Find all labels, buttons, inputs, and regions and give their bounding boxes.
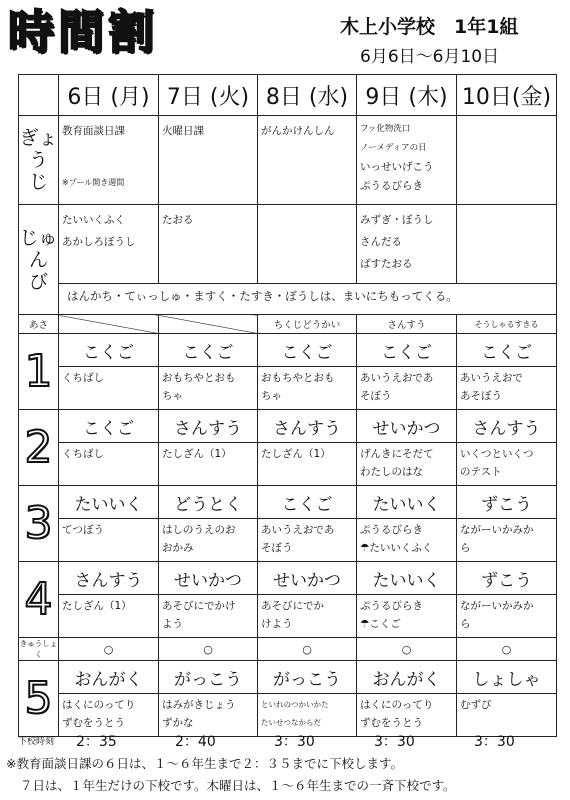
detail-cell — [357, 519, 457, 562]
detail-cell — [159, 443, 258, 486]
detail-line: おもちやとおも — [162, 372, 236, 384]
detail-line: わたしのはな — [360, 466, 423, 478]
detail-line: たしざん（1） — [162, 448, 232, 460]
period-4-subject-row — [19, 562, 557, 595]
day-header: 10日(金) — [457, 75, 557, 116]
subject-cell: おんがく — [357, 661, 457, 694]
subject-cell: せいかつ — [357, 410, 457, 443]
daily-items-note: はんかち・てぃっしゅ・ますく・たすき・ぼうしは、まいにちもってくる。 — [59, 284, 557, 315]
detail-line: たいせつなからだ — [261, 718, 321, 727]
detail-cell — [159, 595, 258, 638]
subject-cell: たいいく — [59, 486, 159, 519]
subject-cell: がっこう — [159, 661, 258, 694]
motto-row — [19, 284, 557, 315]
detail-line: ながーいかみか — [460, 524, 534, 536]
page-title: 時間割 — [8, 5, 158, 59]
detail-cell — [258, 443, 357, 486]
event-item: 教育面談日課 — [62, 125, 125, 137]
morning-cell: ちくじどうかい — [258, 315, 357, 334]
detail-line: のテスト — [460, 466, 502, 478]
detail-line: そぼう — [261, 542, 293, 554]
events-label — [19, 116, 59, 205]
morning-cell: そうしゃるすきる — [457, 315, 557, 334]
detail-line: おかみ — [162, 542, 194, 554]
period-number: 1 — [19, 334, 59, 410]
events-row — [19, 116, 557, 205]
detail-line: はしのうえのお — [162, 524, 236, 536]
detail-cell — [457, 519, 557, 562]
subject-cell: こくご — [59, 334, 159, 367]
day-header: 9日 (木) — [357, 75, 457, 116]
detail-line: てつぼう — [62, 524, 104, 536]
subject-cell: こくご — [258, 334, 357, 367]
detail-line: ながーいかみか — [460, 600, 534, 612]
subject-cell: さんすう — [258, 410, 357, 443]
vertical-label-text: ぎょ う じ — [19, 127, 58, 193]
detail-line: おもちやとおも — [261, 372, 335, 384]
events-cell — [357, 116, 457, 205]
subject-cell: こくご — [357, 334, 457, 367]
vertical-label-text: じゅ ん び — [19, 226, 58, 293]
day-header: 7日 (火) — [159, 75, 258, 116]
subject-cell: どうとく — [159, 486, 258, 519]
dismissal-times-row — [18, 731, 556, 751]
subject-cell: せいかつ — [258, 562, 357, 595]
morning-cell: さんすう — [357, 315, 457, 334]
detail-line: くちばし — [62, 448, 104, 460]
dismissal-time: 3：30 — [474, 734, 515, 750]
subject-cell: こくご — [159, 334, 258, 367]
subject-cell: がっこう — [258, 661, 357, 694]
subject-cell: せいかつ — [159, 562, 258, 595]
detail-cell — [258, 367, 357, 410]
detail-cell — [258, 519, 357, 562]
subject-cell: さんすう — [457, 410, 557, 443]
detail-line: ぷうるびらき — [360, 524, 423, 536]
dismissal-time: 3：30 — [374, 734, 415, 750]
detail-line: あいうえおであ — [261, 524, 335, 536]
period-4-detail-row — [19, 595, 557, 638]
subject-cell: こくご — [258, 486, 357, 519]
subject-cell: しょしゃ — [457, 661, 557, 694]
detail-cell — [258, 595, 357, 638]
detail-line: といれのつかいかた — [261, 700, 329, 709]
detail-cell — [59, 367, 159, 410]
period-number: 3 — [19, 486, 59, 562]
period-5-subject-row — [19, 661, 557, 694]
detail-line: ☂こくご — [360, 618, 401, 630]
period-2-detail-row — [19, 443, 557, 486]
detail-line: くちばし — [62, 372, 104, 384]
footnote-1: ※教育面談日課の６日は、１〜６年生まで２：３５までに下校します。 — [6, 756, 403, 771]
day-header: 8日 (水) — [258, 75, 357, 116]
detail-cell — [59, 443, 159, 486]
detail-line: ☂たいいくふく — [360, 542, 433, 554]
subject-cell: たいいく — [357, 486, 457, 519]
detail-line: ずむをうとう — [360, 717, 423, 729]
detail-line: ら — [460, 542, 471, 554]
event-item: ぷうるびらき — [360, 180, 423, 192]
dismissal-time: 3：30 — [274, 734, 315, 750]
period-2-subject-row — [19, 410, 557, 443]
event-item: フッ化物洗口 — [360, 124, 411, 134]
dismissal-time: 2：35 — [76, 734, 117, 750]
subject-cell: さんすう — [59, 562, 159, 595]
detail-line: ちゃ — [162, 390, 183, 402]
event-item: いっせいげこう — [360, 161, 434, 173]
detail-line: ずむをうとう — [62, 717, 125, 729]
event-item: がんかけんしん — [261, 125, 335, 137]
events-cell — [258, 116, 357, 205]
event-item: ノーメディアの日 — [360, 143, 427, 153]
detail-line: ら — [460, 618, 471, 630]
period-1-subject-row — [19, 334, 557, 367]
detail-cell — [457, 367, 557, 410]
detail-line: あいうえおであ — [360, 372, 434, 384]
prep-item: さんだる — [360, 236, 402, 248]
morning-row — [19, 315, 557, 334]
detail-line: いくつといくつ — [460, 448, 534, 460]
detail-line: けよう — [261, 618, 293, 630]
events-cell — [159, 116, 258, 205]
preparation-cell — [258, 205, 357, 284]
corner-cell — [19, 75, 59, 116]
detail-line: よう — [162, 618, 183, 630]
lunch-cell: ○ — [159, 638, 258, 661]
events-cell — [59, 116, 159, 205]
lunch-cell: ○ — [457, 638, 557, 661]
detail-cell — [357, 595, 457, 638]
detail-cell — [59, 519, 159, 562]
event-item: 火曜日課 — [162, 125, 204, 137]
events-cell — [457, 116, 557, 205]
dismissal-time: 2：40 — [175, 734, 216, 750]
preparation-cell — [457, 205, 557, 284]
lunch-row — [19, 638, 557, 661]
period-number: 2 — [19, 410, 59, 486]
subject-cell: こくご — [457, 334, 557, 367]
detail-cell — [159, 519, 258, 562]
lunch-cell: ○ — [258, 638, 357, 661]
prep-item: あかしろぼうし — [62, 236, 136, 248]
detail-line: あいうえおで — [460, 372, 523, 384]
preparation-row — [19, 205, 557, 284]
detail-cell — [159, 367, 258, 410]
subject-cell: おんがく — [59, 661, 159, 694]
detail-line: あそびにでかけ — [162, 600, 236, 612]
detail-line: ぷうるびらき — [360, 600, 423, 612]
school-class-label: 木上小学校 1年1組 — [340, 16, 519, 38]
subject-cell: たいいく — [357, 562, 457, 595]
detail-cell — [357, 443, 457, 486]
period-number: 5 — [19, 661, 59, 737]
lunch-cell: ○ — [59, 638, 159, 661]
period-3-detail-row — [19, 519, 557, 562]
detail-line: ちゃ — [261, 390, 282, 402]
detail-line: はくにのってり — [360, 699, 434, 711]
period-1-detail-row — [19, 367, 557, 410]
detail-line: そぼう — [360, 390, 392, 402]
week-dates: 6月6日〜6月10日 — [360, 47, 500, 67]
detail-line: げんきにそだて — [360, 448, 434, 460]
detail-line: あそびにでか — [261, 600, 324, 612]
detail-line: はくにのってり — [62, 699, 136, 711]
prep-item: たいいくふく — [62, 214, 125, 226]
detail-cell — [59, 595, 159, 638]
lunch-cell: ○ — [357, 638, 457, 661]
prep-item: みずぎ・ぼうし — [360, 214, 434, 226]
detail-cell — [457, 443, 557, 486]
morning-cell — [159, 315, 258, 334]
day-header-row — [19, 75, 557, 116]
footnote-2: ７日は、１年生だけの下校です。木曜日は、１〜６年生までの一斉下校です。 — [20, 778, 456, 793]
detail-line: たしざん（1） — [261, 448, 331, 460]
prep-item: ばすたおる — [360, 258, 413, 270]
period-3-subject-row — [19, 486, 557, 519]
dismissal-label: 下校時刻 — [18, 737, 55, 747]
preparation-cell — [357, 205, 457, 284]
pool-week-note: ※プール開き週間 — [62, 178, 125, 187]
timetable — [18, 74, 557, 737]
subject-cell: ずこう — [457, 562, 557, 595]
subject-cell: こくご — [59, 410, 159, 443]
day-header: 6日 (月) — [59, 75, 159, 116]
detail-line: ずかな — [162, 717, 194, 729]
morning-cell — [59, 315, 159, 334]
detail-cell — [357, 367, 457, 410]
detail-line: はみがきじょう — [162, 699, 236, 711]
lunch-label: きゅうしょく — [19, 639, 58, 659]
detail-line: むずび — [460, 699, 492, 711]
detail-cell — [457, 595, 557, 638]
subject-cell: さんすう — [159, 410, 258, 443]
detail-line: たしざん（1） — [62, 600, 132, 612]
preparation-cell — [159, 205, 258, 284]
period-number: 4 — [19, 562, 59, 638]
preparation-cell — [59, 205, 159, 284]
preparation-label — [19, 205, 59, 315]
subject-cell: ずこう — [457, 486, 557, 519]
morning-label: あさ — [19, 315, 59, 334]
prep-item: たおる — [162, 214, 194, 226]
detail-line: あそぼう — [460, 390, 502, 402]
